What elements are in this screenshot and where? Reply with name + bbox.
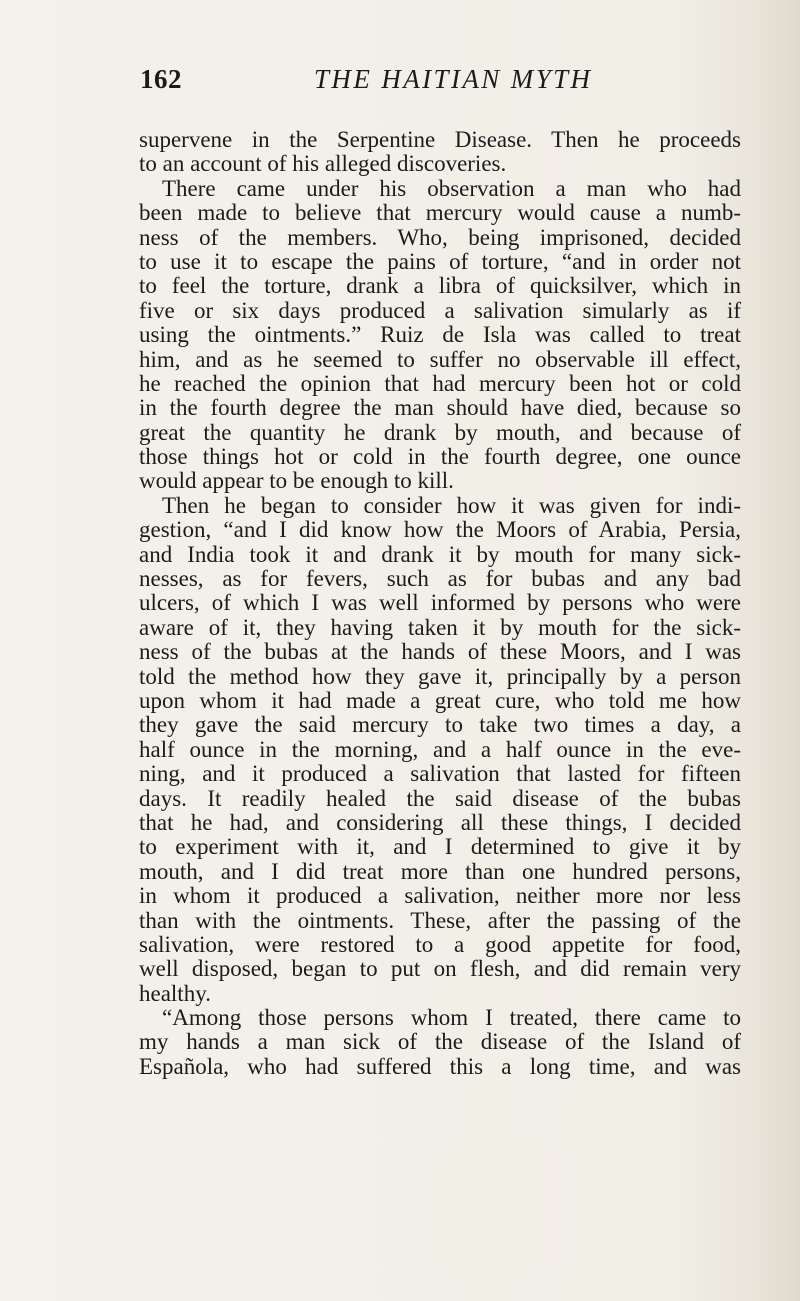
text-line: he reached the opinion that had mercury been hot or cold: [139, 370, 741, 396]
text-line: days. It readily healed the said disease of the bubas: [139, 785, 741, 811]
text-line: great the quantity he drank by mouth, and because of: [139, 419, 741, 445]
text-line: salivation, were restored to a good appetite for food,: [139, 931, 741, 957]
text-line: to an account of his alleged discoveries.: [139, 151, 507, 177]
text-line: well disposed, began to put on flesh, and did remain very: [139, 956, 741, 982]
text-line: supervene in the Serpentine Disease. Then he proceeds: [139, 127, 741, 152]
text-line: in whom it produced a salivation, neither more nor less: [139, 883, 741, 909]
text-line: aware of it, they having taken it by mouth for the sick-: [139, 614, 741, 640]
paragraph: [139, 1006, 741, 1079]
text-line: five or six days produced a salivation simularly as if: [139, 297, 741, 323]
text-line: that he had, and considering all these things, I decided: [139, 809, 741, 835]
text-line: nesses, as for fevers, such as for bubas and any bad: [139, 566, 741, 592]
text-line: Española, who had suffered this a long time, and was: [139, 1053, 741, 1079]
text-line: Then he began to consider how it was given for indi-: [162, 492, 741, 518]
body-text: [139, 128, 741, 1079]
text-line: ulcers, of which I was well informed by persons who were: [139, 590, 741, 616]
text-line: half ounce in the morning, and a half ounce in the eve-: [139, 736, 741, 762]
page-header: [0, 64, 800, 104]
text-line: they gave the said mercury to take two times a day, a: [139, 712, 741, 738]
text-line: in the fourth degree the man should have died, because so: [139, 395, 741, 421]
running-title: THE HAITIAN MYTH: [314, 64, 593, 94]
text-line: ness of the bubas at the hands of these Moors, and I was: [139, 639, 741, 665]
text-line: to experiment with it, and I determined to give it by: [139, 834, 741, 860]
text-line: There came under his observation a man who had: [162, 175, 741, 201]
paragraph: [139, 494, 741, 1006]
text-line: mouth, and I did treat more than one hundred persons,: [139, 858, 741, 884]
text-line: my hands a man sick of the disease of the Island of: [139, 1029, 741, 1055]
text-line: gestion, “and I did know how the Moors of Arabia, Persia,: [139, 517, 741, 543]
paragraph: [139, 128, 741, 177]
text-line: to use it to escape the pains of torture, “and in order not: [139, 248, 741, 274]
paragraph: [139, 177, 741, 494]
text-line: “Among those persons whom I treated, there came to: [162, 1005, 741, 1031]
page-number: 162: [140, 64, 182, 94]
text-line: ness of the members. Who, being imprisoned, decided: [139, 224, 741, 250]
text-line: him, and as he seemed to suffer no observable ill effect,: [139, 346, 741, 372]
text-line: than with the ointments. These, after the passing of the: [139, 907, 741, 933]
text-line: using the ointments.” Ruiz de Isla was called to treat: [139, 322, 741, 348]
text-line: and India took it and drank it by mouth for many sick-: [139, 541, 741, 567]
text-line: those things hot or cold in the fourth degree, one ounce: [139, 444, 741, 470]
text-line: would appear to be enough to kill.: [139, 468, 454, 494]
text-line: healthy.: [139, 980, 211, 1006]
text-line: to feel the torture, drank a libra of quicksilver, which in: [139, 273, 741, 299]
text-line: told the method how they gave it, principally by a person: [139, 663, 741, 689]
text-line: been made to believe that mercury would cause a numb-: [139, 200, 741, 226]
text-line: upon whom it had made a great cure, who told me how: [139, 687, 741, 713]
text-line: ning, and it produced a salivation that lasted for fifteen: [139, 761, 741, 787]
